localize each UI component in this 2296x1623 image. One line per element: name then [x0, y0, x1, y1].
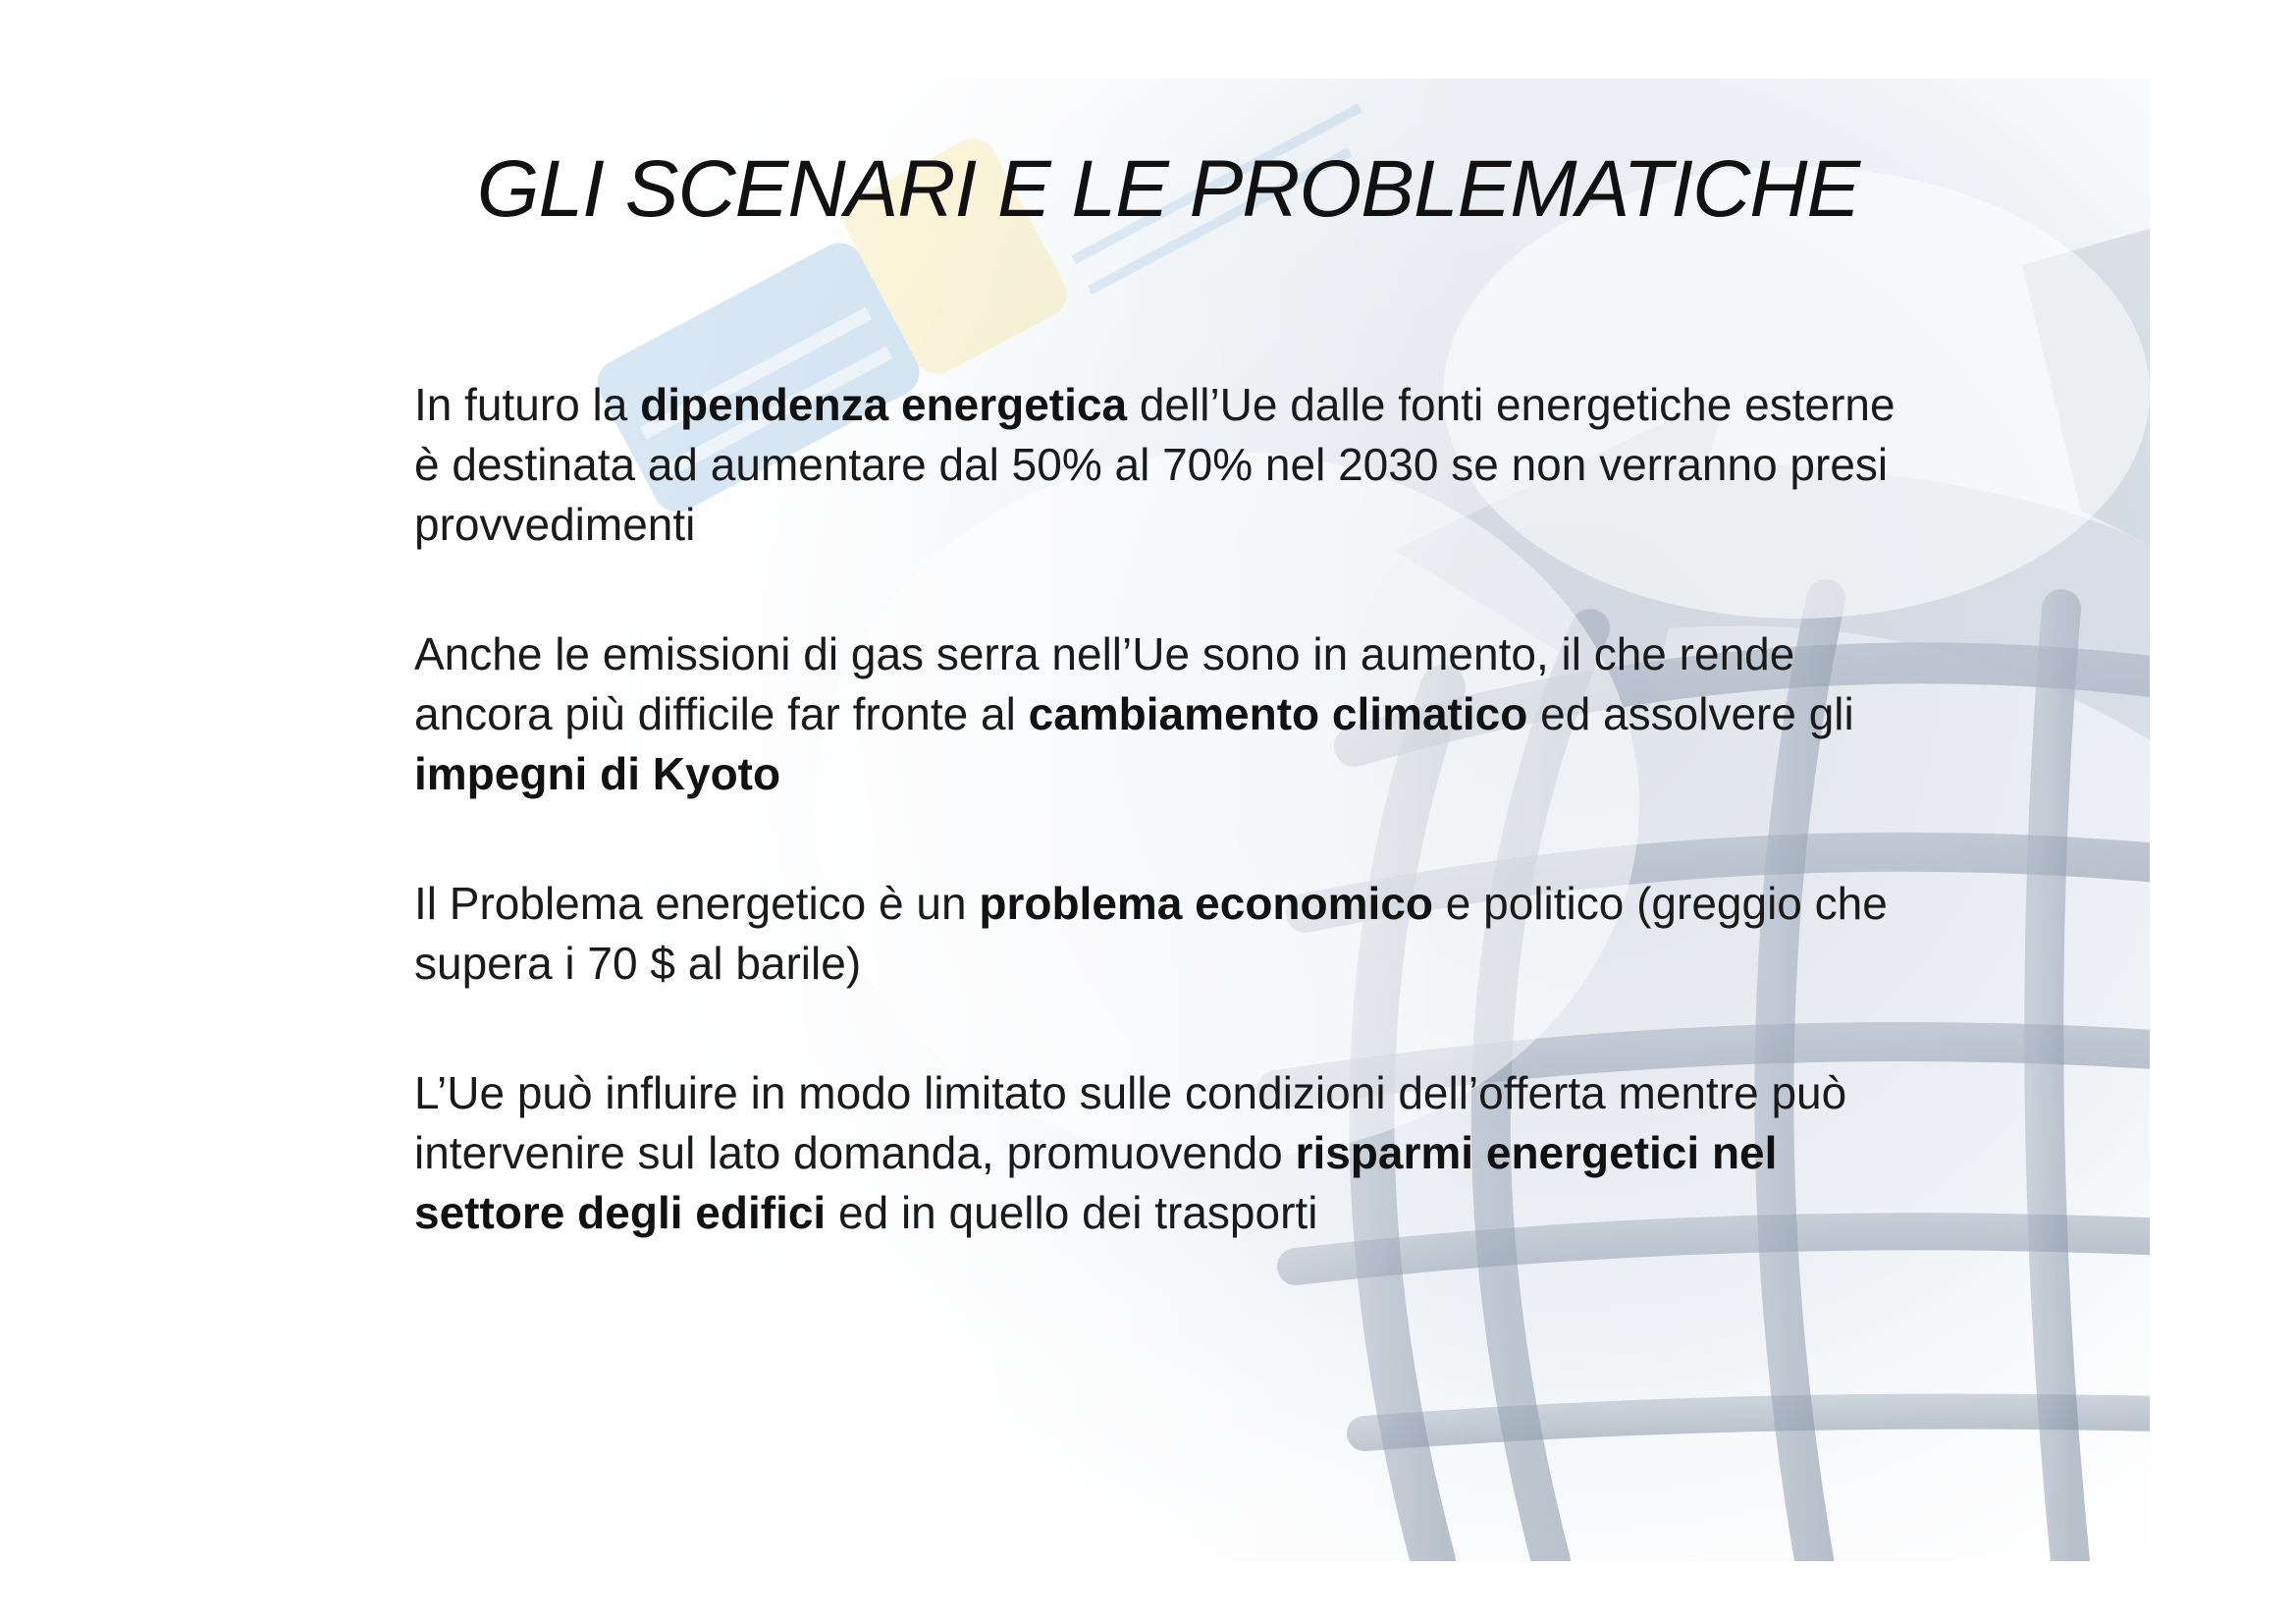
highlight-problema-economico: problema economico: [979, 878, 1433, 929]
highlight-cambiamento-climatico: cambiamento climatico: [1028, 688, 1528, 739]
slide-body: [414, 375, 1926, 1313]
paragraph-emissions: Anche le emissioni di gas serra nell’Ue sono in aumento, il che rende ancora più difficile far fronte al cambiamento climatico ed assolvere gli impegni di Kyoto: [414, 628, 1854, 799]
highlight-impegni-kyoto: impegni di Kyoto: [414, 748, 781, 799]
slide-title: GLI SCENARI E LE PROBLEMATICHE: [476, 144, 1860, 234]
paragraph-economic-problem: Il Problema energetico è un problema economico e politico (greggio che supera i 70 $ al barile): [414, 878, 1888, 989]
highlight-risparmi-energetici: risparmi energetici nel settore degli edifici: [414, 1127, 1778, 1238]
highlight-dipendenza-energetica: dipendenza energetica: [640, 379, 1128, 430]
paragraph-demand-side: L’Ue può influire in modo limitato sulle condizioni dell’offerta mentre può intervenire sul lato domanda, promuovendo risparmi energetici nel settore degli edifici ed in quello dei trasporti: [414, 1067, 1847, 1238]
paragraph-energy-dependence: In futuro la dipendenza energetica dell’Ue dalle fonti energetiche esterne è destinata ad aumentare dal 50% al 70% nel 2030 se non verranno presi provvedimenti: [414, 379, 1896, 550]
